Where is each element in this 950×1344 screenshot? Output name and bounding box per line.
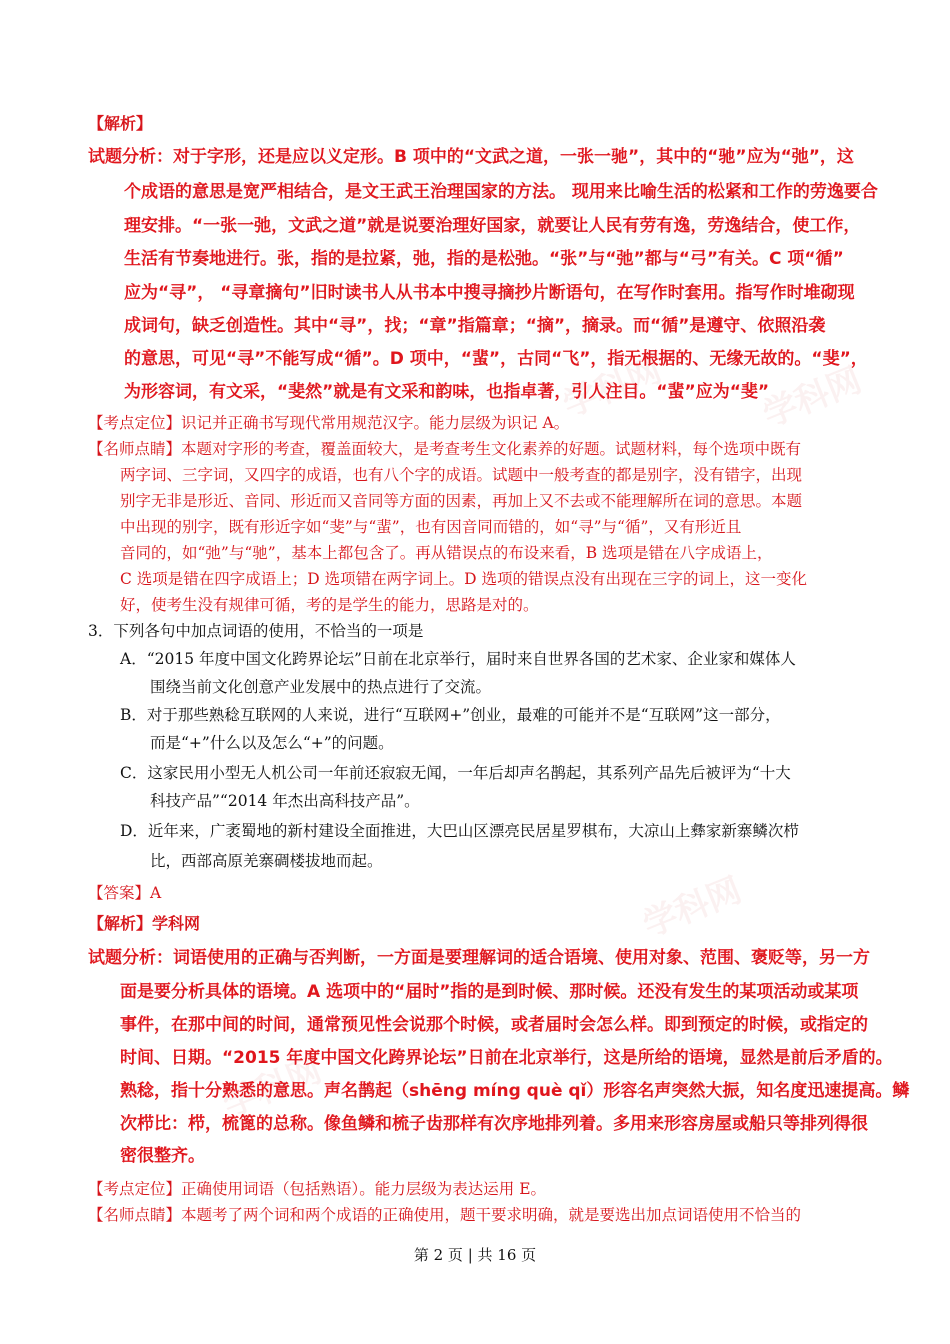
mingshi-line: 两字词、三字词，又四字的成语，也有八个字的成语。试题中一般考查的都是别字，没有错字，出现 xyxy=(120,466,803,484)
mingshi-line: 中出现的别字，既有形近字如“斐”与“蜚”，也有因音同而错的，如“寻”与“循”，又有形近且 xyxy=(120,518,742,536)
section-heading: 【解析】 xyxy=(88,114,153,133)
mingshi-text: 本题对字形的考查，覆盖面较大，是考查考生文化素养的好题。试题材料，每个选项中既有 xyxy=(181,440,802,458)
answer-value: A xyxy=(150,884,162,902)
jiexi-extra: 学科网 xyxy=(152,914,201,933)
option-b-line1: B．对于那些熟稔互联网的人来说，进行“互联网+”创业，最难的可能并不是“互联网”这一部分， xyxy=(120,706,781,724)
analysis-line: 应为“寻”， “寻章摘句”旧时读书人从书本中搜寻摘抄片断语句，在写作时套用。指写作时堆砌现 xyxy=(124,283,855,303)
mingshi-row xyxy=(88,438,801,460)
option-a-line2: 围绕当前文化创意产业发展中的热点进行了交流。 xyxy=(150,678,492,696)
kaodian-label: 【考点定位】 xyxy=(88,414,182,432)
answer-label: 【答案】 xyxy=(88,884,151,902)
mingshi-text: 本题考了两个词和两个成语的正确使用，题干要求明确，就是要选出加点词语使用不恰当的 xyxy=(181,1206,802,1224)
page-footer: 第 2 页 | 共 16 页 xyxy=(413,1246,537,1264)
kaodian-text: 识记并正确书写现代常用规范汉字。能力层级为识记 A。 xyxy=(181,414,570,432)
mingshi-line: 音同的，如“弛”与“驰”，基本上都包含了。再从错误点的布设来看，B 选项是错在八字成语上， xyxy=(120,544,773,562)
analysis-line: 为形容词，有文采，“斐然”就是有文采和韵味，也指卓著，引人注目。“蜚”应为“斐” xyxy=(124,382,770,402)
analysis-line: 理安排。“一张一弛，文武之道”就是说要治理好国家，就要让人民有劳有逸，劳逸结合，使工作， xyxy=(124,216,861,236)
analysis-line: 试题分析：对于字形，还是应以义定形。B 项中的“文武之道，一张一驰”，其中的“驰”应为“弛”，这 xyxy=(88,147,854,167)
option-a-line1: A．“2015 年度中国文化跨界论坛”日前在北京举行，届时来自世界各国的艺术家、企业家和媒体人 xyxy=(120,650,796,668)
analysis-line: 生活有节奏地进行。张，指的是拉紧，弛，指的是松弛。“张”与“弛”都与“弓”有关。C 项“循” xyxy=(124,249,844,269)
analysis-line: 事件，在那中间的时间，通常预见性会说那个时候，或者届时会怎么样。即到预定的时候，或指定的 xyxy=(120,1015,868,1035)
analysis-line: 次栉比：栉，梳篦的总称。像鱼鳞和梳子齿那样有次序地排列着。多用来形容房屋或船只等排列得很 xyxy=(120,1114,868,1134)
analysis-line: 成词句，缺乏创造性。其中“寻”，找；“章”指篇章；“摘”，摘录。而“循”是遵守、依照沿袭 xyxy=(124,316,826,336)
mingshi-label: 【名师点睛】 xyxy=(88,1206,182,1224)
analysis-line: 熟稔，指十分熟悉的意思。声名鹊起（shēng míng què qǐ）形容名声突然大振，知名度迅速提高。鳞 xyxy=(120,1081,910,1101)
analysis-line: 的意思，可见“寻”不能写成“循”。D 项中，“蜚”，古同“飞”，指无根据的、无缘无故的。“斐”， xyxy=(124,349,868,369)
question-stem: 3．下列各句中加点词语的使用，不恰当的一项是 xyxy=(88,622,424,640)
option-d-line1: D．近年来，广袤蜀地的新村建设全面推进，大巴山区漂亮民居星罗棋布，大凉山上彝家新寨鳞次栉 xyxy=(120,822,799,840)
analysis-line: 个成语的意思是宽严相结合，是文王武王治理国家的方法。 现用来比喻生活的松紧和工作的劳逸要合 xyxy=(124,182,878,202)
analysis-line: 试题分析：词语使用的正确与否判断，一方面是要理解词的适合语境、使用对象、范围、褒贬等，另一方 xyxy=(88,948,870,968)
analysis-line: 面是要分析具体的语境。A 选项中的“届时”指的是到时候、那时候。还没有发生的某项活动或某项 xyxy=(120,982,859,1002)
mingshi-label: 【名师点睛】 xyxy=(88,440,182,458)
watermark: 学科网 xyxy=(757,360,868,436)
answer-row xyxy=(88,882,161,904)
kaodian-row xyxy=(88,412,569,434)
option-b-line2: 而是“+”什么以及怎么“+”的问题。 xyxy=(150,734,394,752)
watermark: 学科网 xyxy=(557,350,668,426)
mingshi-line: C 选项是错在四字成语上；D 选项错在两字词上。D 选项的错误点没有出现在三字的词上，这一变化 xyxy=(120,570,807,588)
kaodian-row xyxy=(88,1178,546,1200)
option-c-line1: C．这家民用小型无人机公司一年前还寂寂无闻，一年后却声名鹊起，其系列产品先后被评为“十大 xyxy=(120,764,791,782)
option-c-line2: 科技产品”“2014 年杰出高科技产品”。 xyxy=(150,792,420,810)
mingshi-line: 别字无非是形近、音同、形近而又音同等方面的因素，再加上又不去或不能理解所在词的意思。本题 xyxy=(120,492,803,510)
analysis-line: 密很整齐。 xyxy=(120,1146,205,1166)
kaodian-text: 正确使用词语（包括熟语）。能力层级为表达运用 E。 xyxy=(181,1180,547,1198)
watermark: 学科网 xyxy=(217,1050,328,1126)
jiexi-label: 【解析】 xyxy=(88,914,153,933)
kaodian-label: 【考点定位】 xyxy=(88,1180,182,1198)
option-d-line2: 比，西部高原羌寨碉楼拔地而起。 xyxy=(150,852,383,870)
analysis-line: 时间、日期。“2015 年度中国文化跨界论坛”日前在北京举行，这是所给的语境，显然是前后矛盾的。 xyxy=(120,1048,893,1068)
mingshi-row xyxy=(88,1204,801,1226)
mingshi-line: 好，使考生没有规律可循，考的是学生的能力，思路是对的。 xyxy=(120,596,539,614)
jiexi-row xyxy=(88,913,200,935)
watermark: 学科网 xyxy=(637,870,748,946)
